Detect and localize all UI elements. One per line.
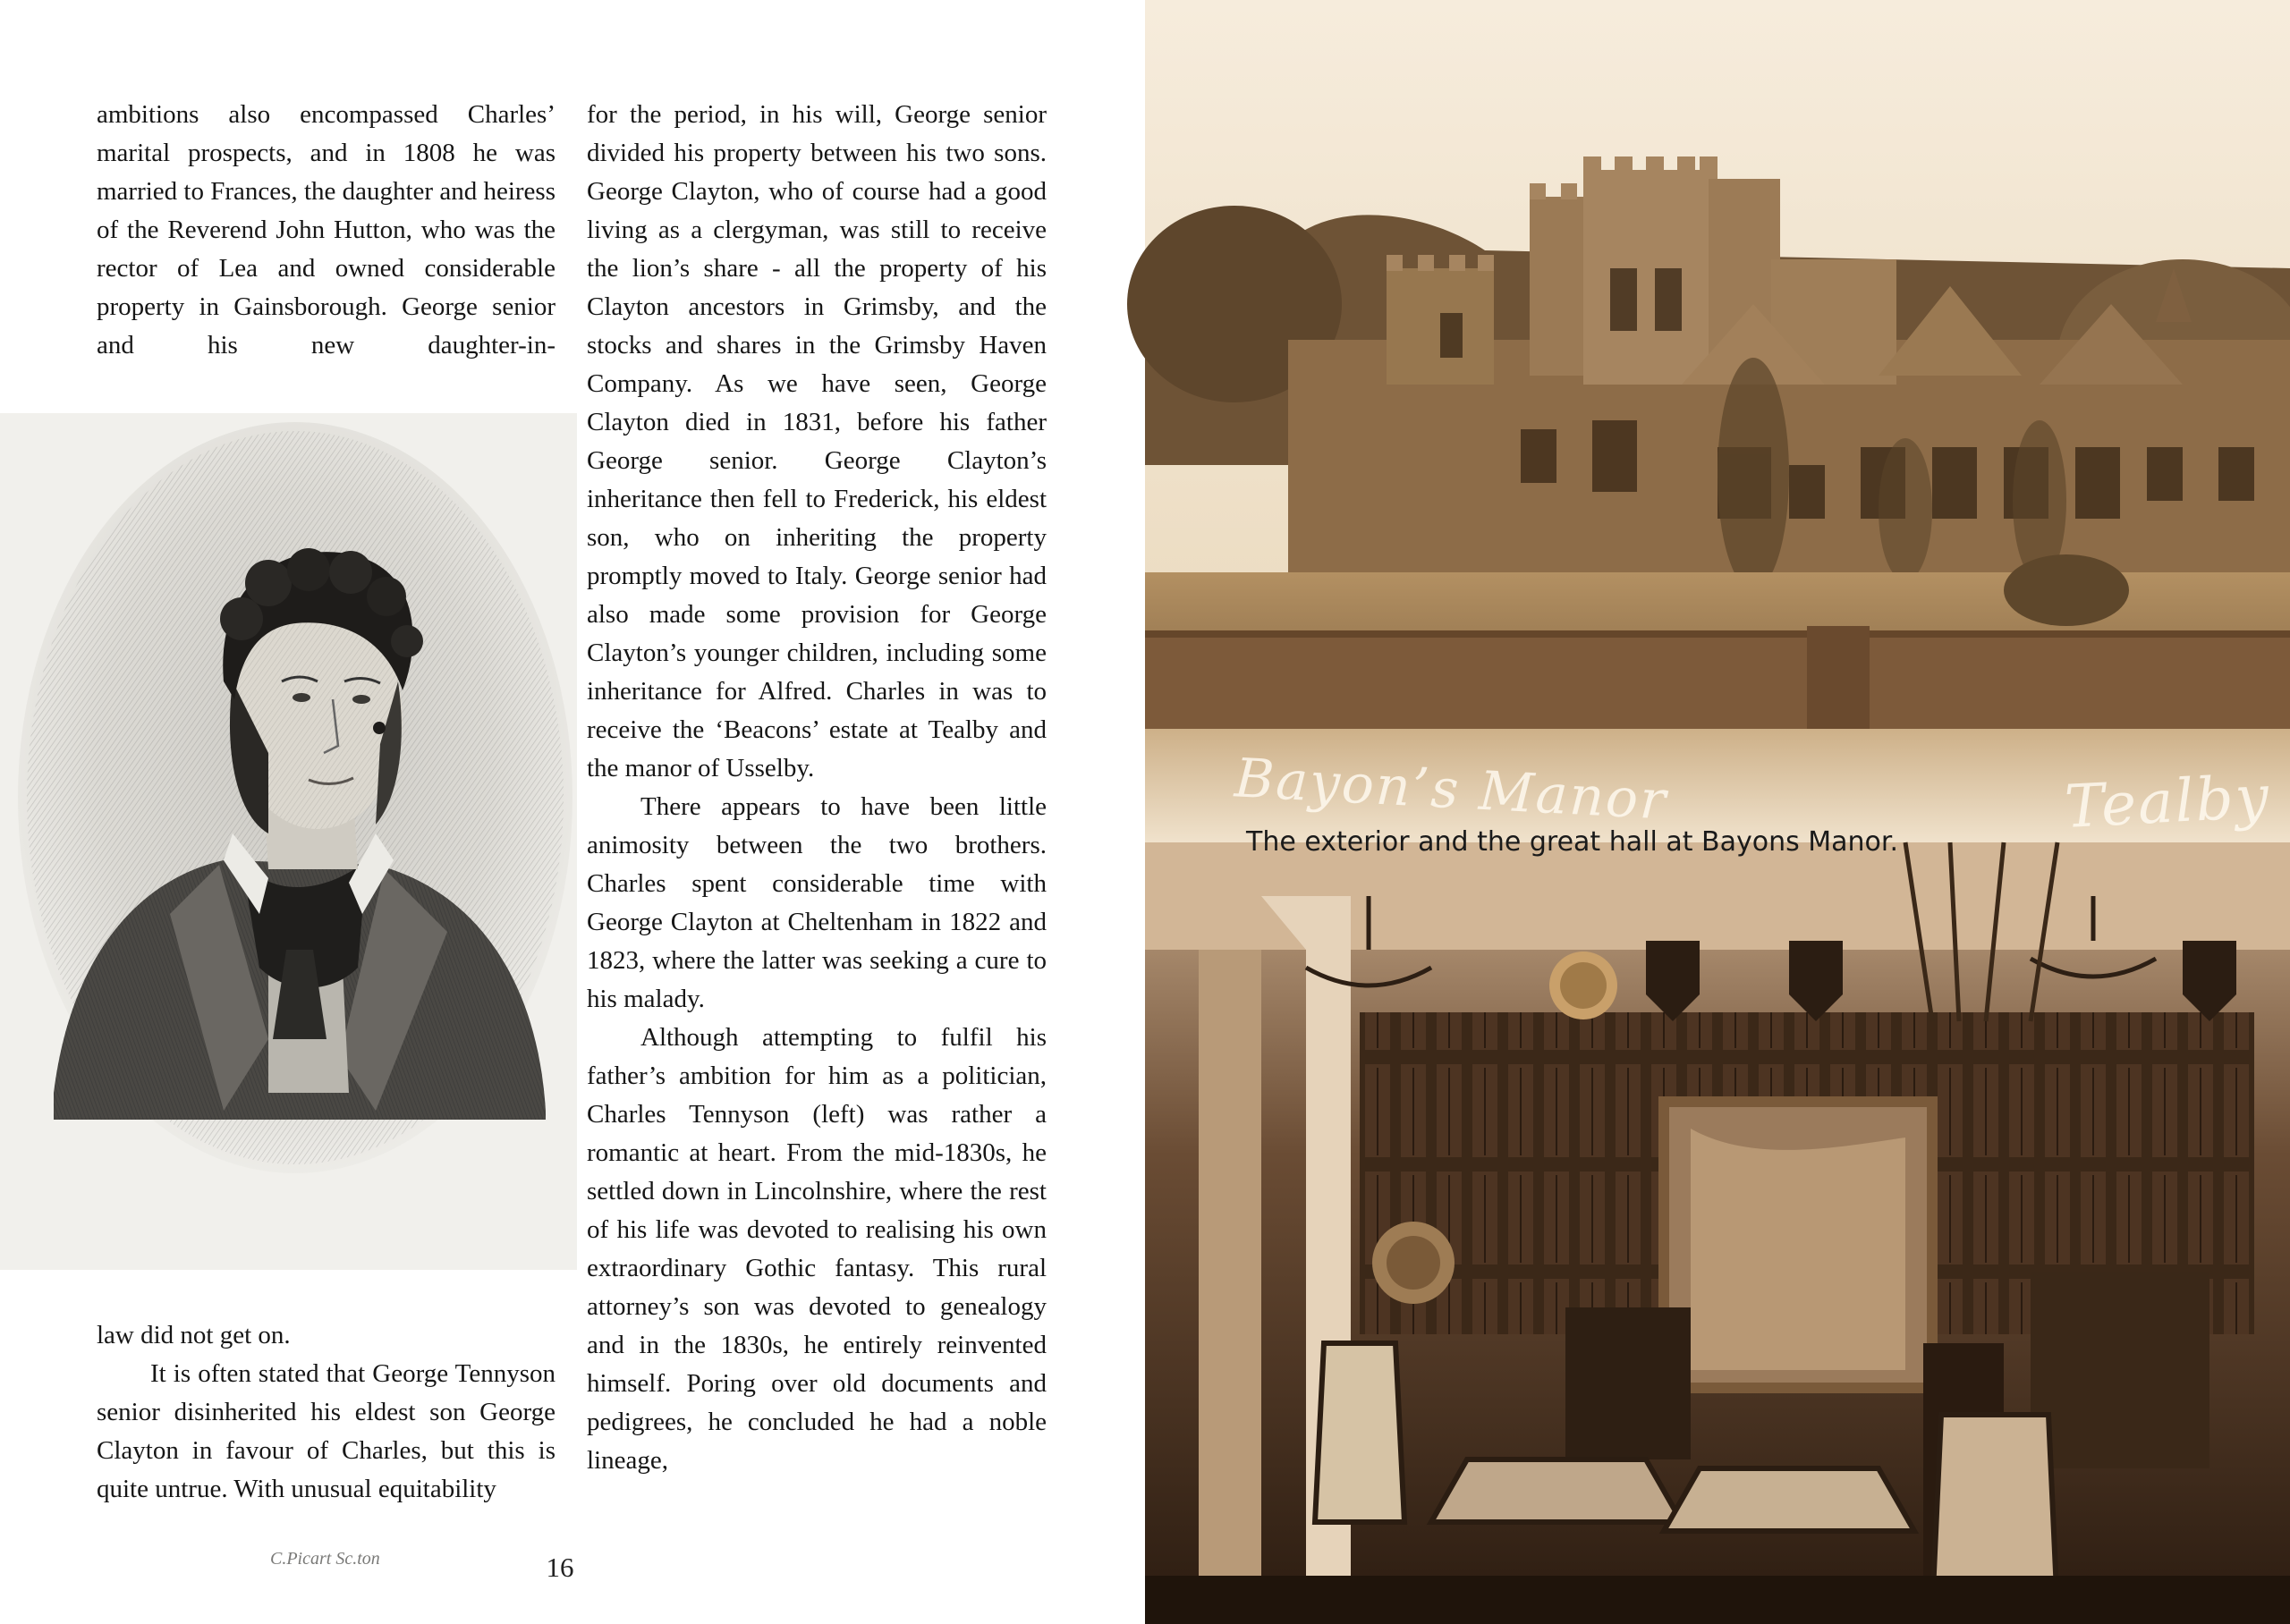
engraver-signature: C.Picart Sc.ton	[270, 1549, 380, 1569]
column-1-top-text	[97, 96, 556, 365]
bayons-manor-exterior-photo	[1145, 0, 2290, 842]
page-number: 16	[546, 1552, 574, 1583]
column-2-text	[587, 96, 1047, 1480]
paragraph: It is often stated that George Tennyson senior disinherited his eldest son George Clayton in favour of Charles, but this is quite untrue. With unusual equitability	[97, 1359, 556, 1503]
paragraph: ambitions also encompassed Charles’ marital prospects, and in 1808 he was married to Frances, the daughter and heiress of the Reverend John Hutton, who was the rector of Lea and owned considerable property in Gainsborough. George senior and his new daughter-in-	[97, 100, 556, 359]
paragraph: for the period, in his will, George senior divided his property between his two sons. George Clayton, who of course had a good living as a clergyman, was still to receive the lion’s share - all the property of his Clayton ancestors in Grimsby, and the stocks and shares in the Grimsby Haven Company. As we have seen, George Clayton died in 1831, before his father George senior. George Clayton’s inheritance then fell to Frederick, his eldest son, who on inheriting the property promptly moved to Italy. George senior had also made some provision for George Clayton’s younger children, including some inheritance for Alfred. Charles in was to receive the ‘Beacons’ estate at Tealby and the manor of Usselby.	[587, 100, 1047, 782]
great-hall-photo	[1145, 842, 2290, 1624]
photo-inscription-tealby: Tealby	[2063, 762, 2272, 842]
photo-inscription-bayons-manor: Bayon’s Manor	[1233, 747, 1669, 833]
photo-caption: The exterior and the great hall at Bayons Manor.	[1246, 826, 1899, 858]
column-1-bottom-text	[97, 1316, 556, 1509]
paragraph: Although attempting to fulfil his father’s ambition for him as a politician, Charles Tennyson (left) was rather a romantic at heart. From the mid-1830s, he settled down in Lincolnshire, where the rest of his life was devoted to realising his own extraordinary Gothic fantasy. This rural attorney’s son was devoted to genealogy and in the 1830s, he entirely reinvented himself. Poring over old documents and pedigrees, he concluded he had a noble lineage,	[587, 1023, 1047, 1475]
paragraph: There appears to have been little animosity between the two brothers. Charles spent considerable time with George Clayton at Cheltenham in 1822 and 1823, where the latter was seeking a cure to his malady.	[587, 792, 1047, 1013]
paragraph: law did not get on.	[97, 1321, 291, 1349]
right-page	[1145, 0, 2290, 1624]
